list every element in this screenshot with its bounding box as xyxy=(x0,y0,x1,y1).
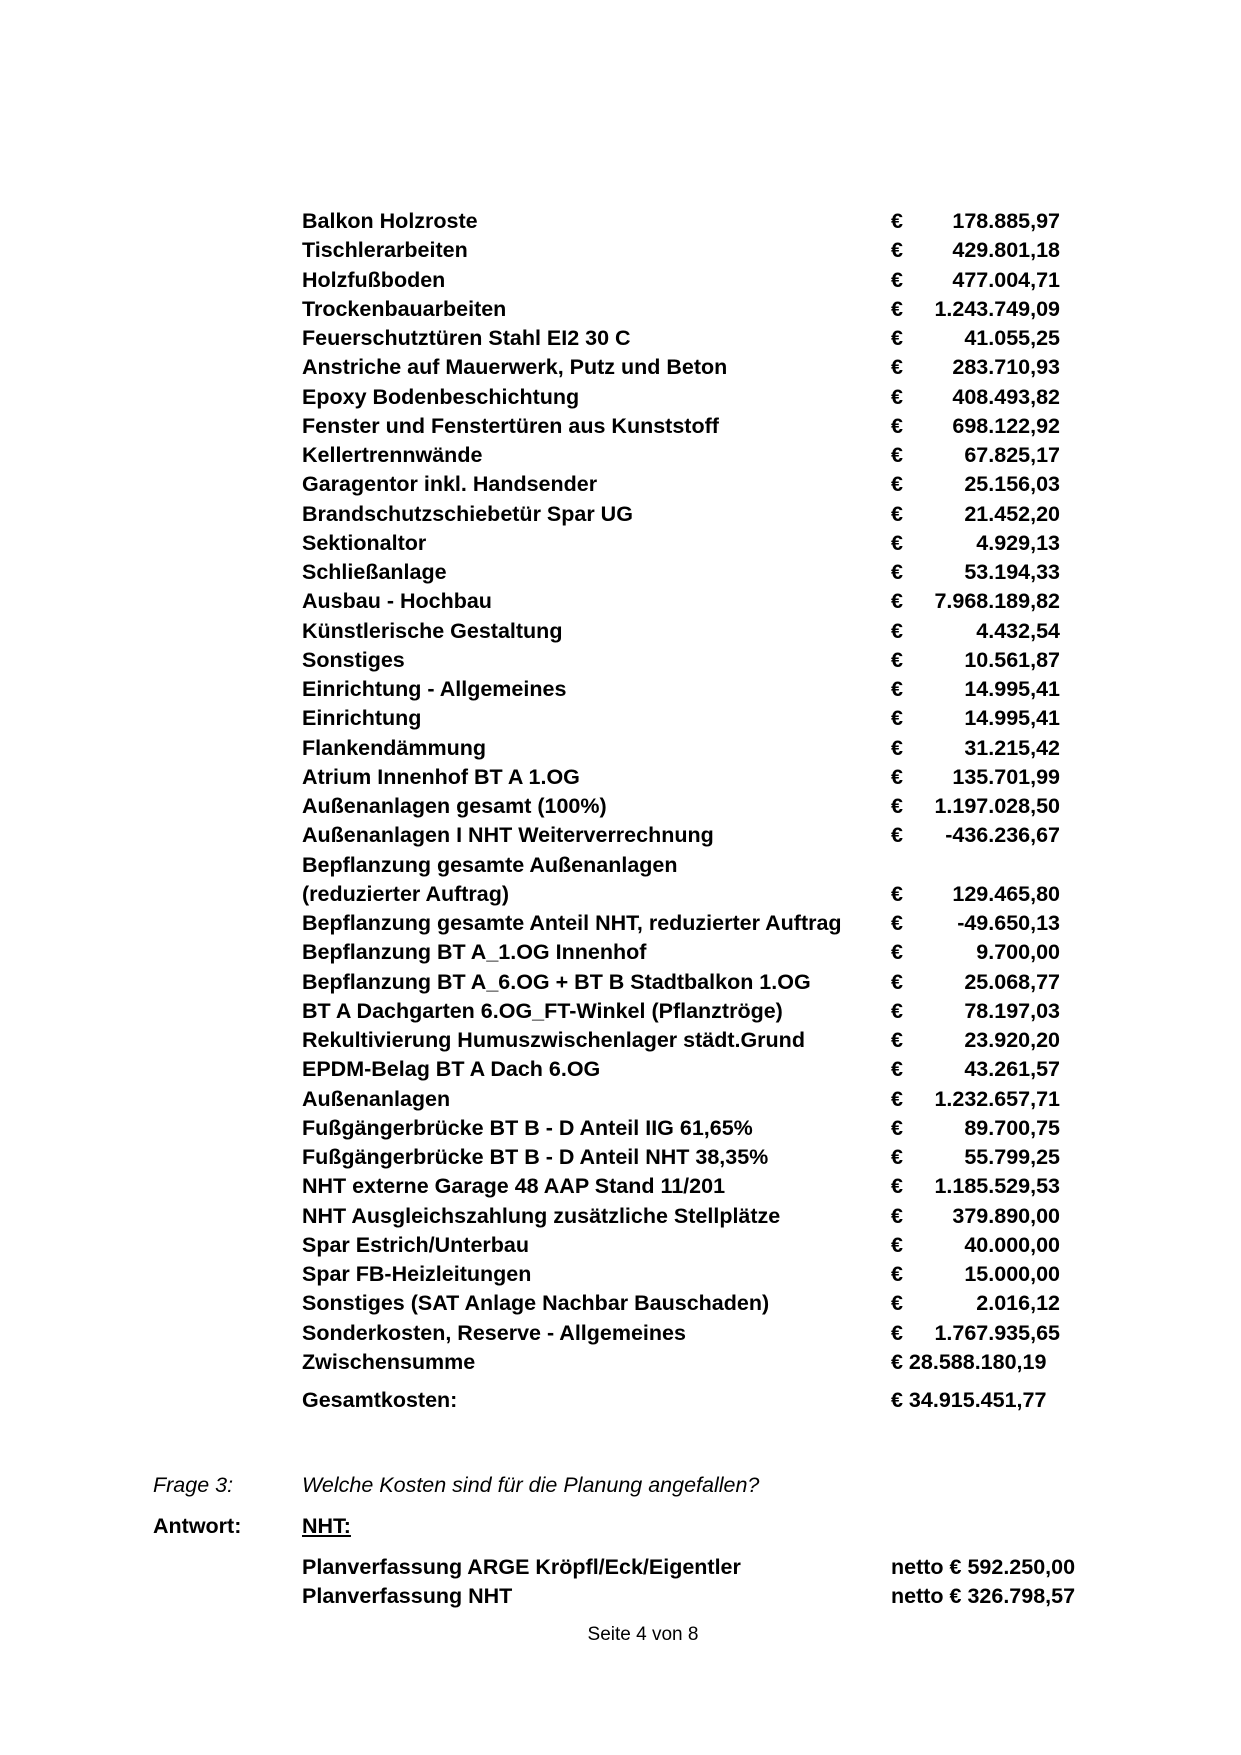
cost-row xyxy=(0,1319,1241,1348)
cost-label: Spar Estrich/Unterbau xyxy=(302,1232,529,1257)
cost-label: Künstlerische Gestaltung xyxy=(302,618,563,643)
currency-symbol: € xyxy=(891,296,903,321)
page-footer: Seite 4 von 8 xyxy=(587,1624,699,1645)
planning-row xyxy=(0,1553,1241,1582)
cost-label: Fußgängerbrücke BT B - D Anteil NHT 38,35% xyxy=(302,1145,769,1169)
cost-row xyxy=(0,763,1241,792)
cost-amount: 1.243.749,09 xyxy=(934,296,1060,321)
cost-label: Fußgängerbrücke BT B - D Anteil IIG 61,65% xyxy=(302,1115,753,1140)
cost-row xyxy=(0,529,1241,558)
currency-symbol: € xyxy=(891,1320,903,1345)
cost-amount: 14.995,41 xyxy=(964,706,1060,731)
cost-label: NHT Ausgleichszahlung zusätzliche Stellplätze xyxy=(302,1203,781,1228)
currency-symbol: € xyxy=(891,472,903,497)
cost-amount: 4.432,54 xyxy=(976,618,1060,643)
cost-row xyxy=(0,441,1241,470)
total-amount: € 34.915.451,77 xyxy=(891,1388,1047,1412)
cost-label: Feuerschutztüren Stahl EI2 30 C xyxy=(302,326,631,350)
cost-amount: 178.885,97 xyxy=(952,209,1060,233)
cost-amount: 15.000,00 xyxy=(964,1262,1060,1286)
currency-symbol: € xyxy=(891,677,903,701)
currency-symbol: € xyxy=(891,706,903,731)
cost-row xyxy=(0,207,1241,236)
planning-label: Planverfassung ARGE Kröpfl/Eck/Eigentler xyxy=(302,1555,741,1579)
cost-amount: € 28.588.180,19 xyxy=(891,1349,1047,1374)
cost-row xyxy=(0,1172,1241,1201)
cost-label: Flankendämmung xyxy=(302,735,486,760)
answer-heading: NHT: xyxy=(302,1514,351,1538)
cost-row xyxy=(0,997,1241,1026)
cost-label: Ausbau - Hochbau xyxy=(302,589,492,614)
currency-symbol: € xyxy=(891,384,903,409)
cost-amount: 14.995,41 xyxy=(964,677,1060,701)
cost-label-line: Bepflanzung gesamte Außenanlagen xyxy=(302,852,678,877)
cost-label: NHT externe Garage 48 AAP Stand 11/201 xyxy=(302,1174,726,1199)
cost-amount: 1.232.657,71 xyxy=(934,1086,1060,1111)
cost-row xyxy=(0,1114,1241,1143)
cost-row xyxy=(0,1348,1241,1377)
currency-symbol: € xyxy=(891,1232,903,1257)
cost-label: Anstriche auf Mauerwerk, Putz und Beton xyxy=(302,355,728,380)
cost-row xyxy=(0,968,1241,997)
currency-symbol: € xyxy=(891,530,903,555)
currency-symbol: € xyxy=(891,735,903,760)
currency-symbol: € xyxy=(891,355,903,380)
cost-label: Atrium Innenhof BT A 1.OG xyxy=(302,764,580,789)
cost-amount: 4.929,13 xyxy=(976,530,1060,555)
cost-row xyxy=(0,295,1241,324)
cost-label: Sonstiges (SAT Anlage Nachbar Bauschaden) xyxy=(302,1291,770,1316)
currency-symbol: € xyxy=(891,823,903,848)
cost-row xyxy=(0,558,1241,587)
cost-row xyxy=(0,1202,1241,1231)
cost-amount: 698.122,92 xyxy=(952,413,1060,438)
cost-row xyxy=(0,792,1241,821)
cost-label: Sektionaltor xyxy=(302,530,427,555)
cost-row xyxy=(0,1026,1241,1055)
cost-amount: 429.801,18 xyxy=(952,238,1060,263)
cost-amount: -436.236,67 xyxy=(945,823,1060,848)
cost-label: Außenanlagen I NHT Weiterverrechnung xyxy=(302,823,714,848)
cost-amount: 7.968.189,82 xyxy=(934,589,1060,614)
cost-label: Tischlerarbeiten xyxy=(302,238,468,263)
cost-row xyxy=(0,1231,1241,1260)
cost-row xyxy=(0,851,1241,910)
cost-amount: 477.004,71 xyxy=(952,267,1060,292)
currency-symbol: € xyxy=(891,209,903,233)
cost-amount: 67.825,17 xyxy=(964,443,1060,467)
cost-amount: -49.650,13 xyxy=(957,911,1060,935)
currency-symbol: € xyxy=(891,501,903,526)
cost-label: EPDM-Belag BT A Dach 6.OG xyxy=(302,1057,601,1082)
currency-symbol: € xyxy=(891,940,903,965)
cost-amount: 283.710,93 xyxy=(952,355,1060,380)
cost-row xyxy=(0,587,1241,616)
cost-row xyxy=(0,909,1241,938)
cost-label: Zwischensumme xyxy=(302,1349,476,1374)
cost-label: Sonderkosten, Reserve - Allgemeines xyxy=(302,1320,686,1345)
currency-symbol: € xyxy=(891,560,903,584)
currency-symbol: € xyxy=(891,764,903,789)
cost-amount: 25.156,03 xyxy=(964,472,1060,497)
cost-label: Außenanlagen gesamt (100%) xyxy=(302,794,607,818)
cost-label: Garagentor inkl. Handsender xyxy=(302,472,598,497)
cost-label: Trockenbauarbeiten xyxy=(302,296,507,321)
cost-label-line: (reduzierter Auftrag) xyxy=(302,881,510,906)
cost-row xyxy=(0,1289,1241,1318)
currency-symbol: € xyxy=(891,1203,903,1228)
currency-symbol: € xyxy=(891,1145,903,1169)
cost-row xyxy=(0,617,1241,646)
cost-row xyxy=(0,412,1241,441)
cost-row xyxy=(0,1260,1241,1289)
cost-amount: 23.920,20 xyxy=(964,1028,1060,1052)
cost-label: Bepflanzung BT A_1.OG Innenhof xyxy=(302,940,647,965)
cost-label: Außenanlagen xyxy=(302,1086,451,1111)
cost-row xyxy=(0,1085,1241,1114)
cost-amount: 53.194,33 xyxy=(964,560,1060,584)
cost-amount: 10.561,87 xyxy=(964,647,1060,672)
cost-label: Einrichtung - Allgemeines xyxy=(302,677,567,701)
currency-symbol: € xyxy=(891,443,903,467)
cost-label: Rekultivierung Humuszwischenlager städt.Grund xyxy=(302,1028,805,1052)
cost-row xyxy=(0,646,1241,675)
cost-amount: 129.465,80 xyxy=(952,881,1060,906)
cost-amount: 379.890,00 xyxy=(952,1203,1060,1228)
cost-label: Schließanlage xyxy=(302,560,447,584)
cost-amount: 43.261,57 xyxy=(964,1057,1060,1082)
currency-symbol: € xyxy=(891,1028,903,1052)
currency-symbol: € xyxy=(891,1057,903,1082)
cost-amount: 25.068,77 xyxy=(964,969,1060,994)
cost-label xyxy=(302,851,678,910)
cost-row xyxy=(0,353,1241,382)
cost-row xyxy=(0,734,1241,763)
currency-symbol: € xyxy=(891,326,903,350)
planning-label: Planverfassung NHT xyxy=(302,1584,513,1608)
currency-symbol: € xyxy=(891,647,903,672)
cost-amount: 31.215,42 xyxy=(964,735,1060,760)
currency-symbol: € xyxy=(891,1174,903,1199)
cost-amount: 40.000,00 xyxy=(964,1232,1060,1257)
cost-amount: 89.700,75 xyxy=(964,1115,1060,1140)
cost-label: Epoxy Bodenbeschichtung xyxy=(302,384,580,409)
cost-amount: 408.493,82 xyxy=(952,384,1060,409)
question-text: Welche Kosten sind für die Planung angefallen? xyxy=(302,1473,760,1497)
answer xyxy=(0,1511,1241,1541)
planning-amount: netto € 326.798,57 xyxy=(891,1584,1076,1608)
cost-label: Sonstiges xyxy=(302,647,405,672)
cost-row xyxy=(0,324,1241,353)
currency-symbol: € xyxy=(891,998,903,1023)
total-row xyxy=(0,1385,1241,1415)
cost-label: Fenster und Fenstertüren aus Kunststoff xyxy=(302,413,719,438)
cost-amount: 1.197.028,50 xyxy=(934,794,1060,818)
total-label: Gesamtkosten: xyxy=(302,1388,458,1412)
planning-row xyxy=(0,1582,1241,1611)
currency-symbol: € xyxy=(891,1262,903,1286)
cost-label: Spar FB-Heizleitungen xyxy=(302,1262,532,1286)
question-label: Frage 3: xyxy=(153,1473,234,1497)
cost-amount: 1.767.935,65 xyxy=(934,1320,1060,1345)
cost-row xyxy=(0,821,1241,850)
question xyxy=(0,1470,1241,1500)
currency-symbol: € xyxy=(891,794,903,818)
cost-amount: 41.055,25 xyxy=(964,326,1060,350)
cost-row xyxy=(0,470,1241,499)
cost-row xyxy=(0,1055,1241,1084)
cost-amount: 135.701,99 xyxy=(952,764,1060,789)
cost-amount: 1.185.529,53 xyxy=(934,1174,1060,1199)
currency-symbol: € xyxy=(891,589,903,614)
currency-symbol: € xyxy=(891,618,903,643)
cost-label: Bepflanzung BT A_6.OG + BT B Stadtbalkon 1.OG xyxy=(302,969,811,994)
currency-symbol: € xyxy=(891,1291,903,1316)
cost-amount: 55.799,25 xyxy=(964,1145,1060,1169)
cost-label: Kellertrennwände xyxy=(302,443,483,467)
cost-label: Bepflanzung gesamte Anteil NHT, reduzierter Auftrag xyxy=(302,911,842,935)
cost-amount: 21.452,20 xyxy=(964,501,1060,526)
planning-amount: netto € 592.250,00 xyxy=(891,1555,1076,1579)
cost-row xyxy=(0,266,1241,295)
cost-row xyxy=(0,675,1241,704)
currency-symbol: € xyxy=(891,238,903,263)
cost-row xyxy=(0,236,1241,265)
cost-label: Einrichtung xyxy=(302,706,422,731)
answer-label: Antwort: xyxy=(153,1514,242,1538)
currency-symbol: € xyxy=(891,1115,903,1140)
currency-symbol: € xyxy=(891,1086,903,1111)
cost-amount: 78.197,03 xyxy=(964,998,1060,1023)
cost-row xyxy=(0,383,1241,412)
cost-table xyxy=(0,207,1241,1377)
cost-amount: 2.016,12 xyxy=(976,1291,1060,1316)
cost-row xyxy=(0,1143,1241,1172)
currency-symbol: € xyxy=(891,881,903,906)
currency-symbol: € xyxy=(891,267,903,292)
currency-symbol: € xyxy=(891,969,903,994)
cost-label: Brandschutzschiebetür Spar UG xyxy=(302,501,633,526)
currency-symbol: € xyxy=(891,413,903,438)
currency-symbol: € xyxy=(891,911,903,935)
cost-label: BT A Dachgarten 6.OG_FT-Winkel (Pflanztröge) xyxy=(302,998,783,1023)
cost-label: Holzfußboden xyxy=(302,267,446,292)
cost-amount: 9.700,00 xyxy=(976,940,1060,965)
cost-row xyxy=(0,938,1241,967)
cost-label: Balkon Holzroste xyxy=(302,209,478,233)
cost-row xyxy=(0,704,1241,733)
cost-row xyxy=(0,500,1241,529)
